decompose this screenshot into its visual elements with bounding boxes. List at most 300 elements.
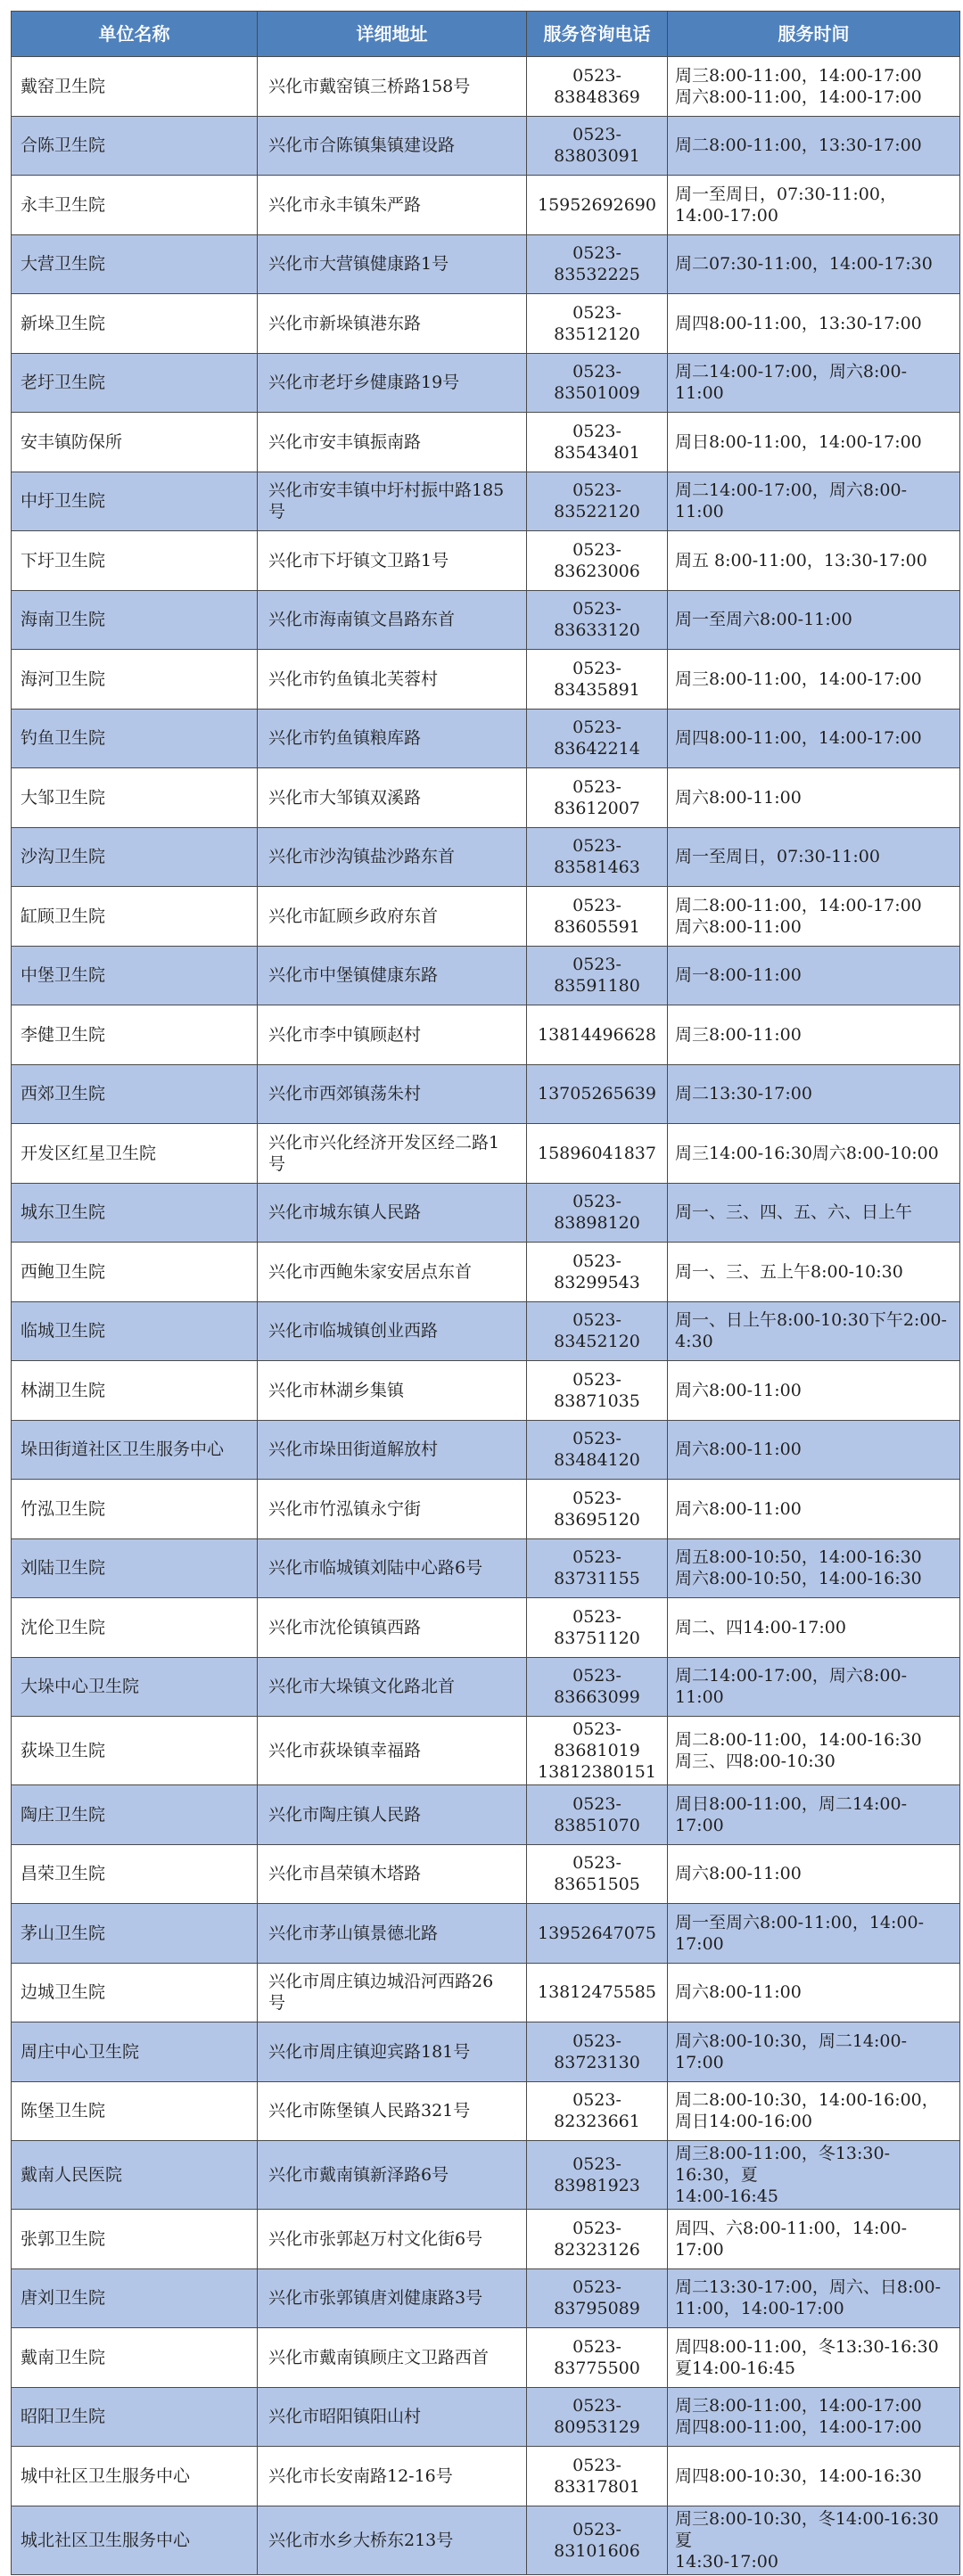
address-cell [258,1785,527,1845]
table-row [12,1904,960,1964]
address-cell [258,2328,527,2388]
address-line: 兴化市城东镇人民路 [268,1202,422,1223]
address-line: 兴化市大营镇健康路1号 [268,254,449,275]
service-time-line: 周二14:00-17:00，周六8:00-11:00 [675,1666,908,1708]
service-time-line: 周一至周日，07:30-11:00 [675,847,880,867]
address-cell [258,234,527,294]
header-address: 详细地址 [258,12,527,57]
address-cell [258,1124,527,1184]
unit-name-cell: 茅山卫生院 [12,1904,258,1964]
address-line: 兴化市昌荣镇木塔路 [268,1864,422,1884]
service-time-cell [668,2328,960,2388]
address-line: 兴化市临城镇刘陆中心路6号 [268,1558,483,1579]
service-time-line: 周六8:00-11:00 [675,916,802,937]
table-row [12,1420,960,1480]
service-time-cell [668,234,960,294]
phone-cell [527,57,668,117]
unit-name-cell: 大营卫生院 [12,234,258,294]
service-time-cell [668,2447,960,2506]
table-row [12,57,960,117]
service-time-cell [668,1243,960,1302]
phone-line: 13812475585 [538,1982,656,2003]
address-line: 兴化市茅山镇景德北路 [268,1923,439,1943]
unit-name-cell: 戴南卫生院 [12,2328,258,2388]
table-row [12,1183,960,1243]
service-time-line: 4:30 [675,1332,713,1352]
phone-line: 0523-83522120 [554,480,640,522]
phone-cell [527,1124,668,1184]
address-line: 兴化市中堡镇健康东路 [268,965,439,986]
address-line: 兴化市安丰镇中圩村振中路185 [268,480,505,501]
phone-line: 0523-83642214 [554,718,640,759]
address-cell [258,2081,527,2141]
table-body [12,57,960,2575]
table-row [12,1301,960,1361]
phone-line: 15896041837 [538,1143,656,1163]
address-line: 兴化市永丰镇朱严路 [268,194,422,215]
service-time-line: 周一、日上午8:00-10:30下午2:00- [675,1310,947,1331]
table-row [12,1538,960,1598]
phone-cell [527,1005,668,1065]
phone-line: 0523-80953129 [554,2396,640,2438]
service-time-line: 周二14:00-17:00，周六8:00-11:00 [675,362,908,404]
address-cell [258,57,527,117]
service-time-line: 周六8:00-11:00 [675,1440,802,1460]
address-line: 兴化市合陈镇集镇建设路 [268,135,456,156]
address-line: 兴化市张郭镇唐刘健康路3号 [268,2288,483,2309]
table-row [12,2141,960,2210]
address-cell [258,946,527,1005]
address-line: 兴化市兴化经济开发区经二路1 [268,1132,500,1153]
phone-line: 13812380151 [538,1762,656,1782]
phone-cell [527,1361,668,1421]
phone-line: 15952692690 [538,194,656,215]
service-time-line: 14:00-16:45 [675,2186,778,2206]
phone-line: 0523-83695120 [554,1488,640,1530]
unit-name-cell: 城东卫生院 [12,1183,258,1243]
address-line: 号 [268,502,286,522]
service-time-line: 周一、三、四、五、六、日上午 [675,1202,913,1223]
address-cell [258,1904,527,1964]
phone-line: 0523-83543401 [554,421,640,463]
address-cell [258,472,527,531]
phone-cell [527,2268,668,2328]
service-time-cell [668,1420,960,1480]
address-cell [258,1420,527,1480]
table-row [12,946,960,1005]
unit-name-cell: 中堡卫生院 [12,946,258,1005]
address-line: 兴化市西郊镇荡朱村 [268,1084,422,1104]
phone-line: 0523-83501009 [554,362,640,404]
phone-cell [527,2081,668,2141]
address-line: 兴化市长安南路12-16号 [268,2465,453,2486]
table-row [12,1717,960,1785]
address-line: 兴化市大垛镇文化路北首 [268,1677,456,1697]
phone-cell [527,2387,668,2447]
address-cell [258,1243,527,1302]
address-cell [258,1301,527,1361]
unit-name-cell: 边城卫生院 [12,1963,258,2022]
phone-cell [527,1785,668,1845]
service-time-line: 周五8:00-10:50，14:00-16:30 [675,1547,922,1568]
service-time-line: 周三8:00-11:00，14:00-17:00 [675,65,922,86]
address-line: 兴化市缸顾乡政府东首 [268,906,439,926]
address-line: 兴化市李中镇顾赵村 [268,1024,422,1045]
address-line: 兴化市林湖乡集镇 [268,1380,405,1400]
table-row [12,2387,960,2447]
service-time-cell [668,413,960,472]
table-row [12,1064,960,1124]
service-time-line: 周三8:00-11:00，14:00-17:00 [675,2396,922,2416]
table-row [12,2268,960,2328]
unit-name-cell: 戴窑卫生院 [12,57,258,117]
service-time-cell [668,1183,960,1243]
phone-cell [527,2506,668,2574]
phone-cell [527,1420,668,1480]
phone-cell [527,768,668,828]
address-line: 兴化市垛田街道解放村 [268,1440,439,1460]
address-cell [258,1963,527,2022]
service-time-cell [668,768,960,828]
phone-line: 13952647075 [538,1923,656,1943]
service-time-cell [668,57,960,117]
service-time-cell [668,590,960,650]
service-time-line: 周四、六8:00-11:00，14:00-17:00 [675,2218,908,2260]
phone-line: 0523-83663099 [554,1666,640,1708]
phone-cell [527,827,668,887]
service-time-cell [668,2210,960,2269]
service-time-line: 周六8:00-11:00 [675,1864,802,1884]
phone-cell [527,413,668,472]
phone-line: 13705265639 [538,1084,656,1104]
phone-cell [527,946,668,1005]
address-line: 兴化市沈伦镇镇西路 [268,1617,422,1637]
table-row [12,2328,960,2388]
table-row [12,1657,960,1717]
service-time-line: 周六8:00-11:00 [675,1982,802,2003]
phone-line: 0523-83851070 [554,1793,640,1835]
table-row [12,1243,960,1302]
service-time-line: 周一至周六8:00-11:00，14:00-17:00 [675,1912,925,1954]
phone-line: 0523-83651505 [554,1853,640,1895]
phone-line: 0523-83605591 [554,895,640,937]
table-row [12,531,960,591]
unit-name-cell: 钓鱼卫生院 [12,709,258,768]
table-row [12,1785,960,1845]
service-time-line: 周二13:30-17:00 [675,1084,812,1104]
address-cell [258,531,527,591]
address-line: 兴化市沙沟镇盐沙路东首 [268,847,456,867]
table-row [12,234,960,294]
phone-line: 0523-83898120 [554,1192,640,1234]
unit-name-cell: 周庄中心卫生院 [12,2022,258,2082]
unit-name-cell: 海河卫生院 [12,650,258,710]
unit-name-cell: 永丰卫生院 [12,176,258,235]
phone-cell [527,234,668,294]
address-line: 兴化市周庄镇迎宾路181号 [268,2041,471,2062]
phone-cell [527,531,668,591]
address-cell [258,1717,527,1785]
service-time-cell [668,1963,960,2022]
clinic-service-table [11,11,960,2575]
phone-cell [527,1717,668,1785]
unit-name-cell: 西鲍卫生院 [12,1243,258,1302]
phone-cell [527,709,668,768]
address-cell [258,709,527,768]
service-time-cell [668,353,960,413]
service-time-line: 周日14:00-16:00 [675,2112,812,2132]
table-row [12,472,960,531]
phone-cell [527,472,668,531]
address-line: 兴化市竹泓镇永宁街 [268,1498,422,1519]
address-cell [258,116,527,176]
service-time-line: 周三14:00-16:30周六8:00-10:00 [675,1143,939,1163]
address-cell [258,827,527,887]
phone-cell [527,1064,668,1124]
service-time-cell [668,2506,960,2574]
service-time-cell [668,1361,960,1421]
service-time-line: 周一至周六8:00-11:00 [675,610,852,630]
unit-name-cell: 昌荣卫生院 [12,1844,258,1904]
service-time-line: 周二8:00-11:00，14:00-17:00 [675,895,922,915]
service-time-line: 周四8:00-10:30，14:00-16:30 [675,2465,922,2486]
service-time-cell [668,1785,960,1845]
unit-name-cell: 沈伦卫生院 [12,1598,258,1658]
service-time-line: 周三8:00-11:00 [675,1024,802,1045]
phone-cell [527,2141,668,2210]
unit-name-cell: 合陈卫生院 [12,116,258,176]
service-time-line: 周六8:00-11:00 [675,787,802,808]
phone-line: 13814496628 [538,1024,656,1045]
service-time-cell [668,531,960,591]
phone-line: 0523-83317801 [554,2455,640,2497]
unit-name-cell: 大邹卫生院 [12,768,258,828]
address-line: 兴化市西鲍朱家安居点东首 [268,1261,473,1282]
address-line: 号 [268,1993,286,2014]
service-time-line: 周四8:00-11:00，14:00-17:00 [675,2417,922,2438]
service-time-line: 周一、三、五上午8:00-10:30 [675,1261,903,1282]
service-time-cell [668,1717,960,1785]
service-time-line: 周六8:00-10:30，周二14:00-17:00 [675,2030,908,2072]
unit-name-cell: 陈堡卫生院 [12,2081,258,2141]
unit-name-cell: 中圩卫生院 [12,472,258,531]
table-header-row [12,12,960,57]
phone-line: 0523-83871035 [554,1369,640,1411]
service-time-cell [668,946,960,1005]
table-row [12,768,960,828]
service-time-cell [668,2141,960,2210]
table-row [12,116,960,176]
address-cell [258,2141,527,2210]
address-cell [258,1598,527,1658]
service-time-line: 周日8:00-11:00，周二14:00-17:00 [675,1793,908,1835]
table-row [12,413,960,472]
table-row [12,1963,960,2022]
phone-cell [527,1243,668,1302]
address-line: 兴化市戴南镇新泽路6号 [268,2165,449,2185]
table-row [12,1361,960,1421]
address-cell [258,1361,527,1421]
table-row [12,1844,960,1904]
table-row [12,294,960,354]
phone-cell [527,294,668,354]
service-time-cell [668,1844,960,1904]
phone-line: 0523-83484120 [554,1429,640,1471]
service-time-cell [668,1064,960,1124]
address-line: 兴化市周庄镇边城沿河西路26 [268,1972,494,1992]
address-cell [258,353,527,413]
address-line: 兴化市张郭赵万村文化街6号 [268,2228,483,2249]
unit-name-cell: 张郭卫生院 [12,2210,258,2269]
service-time-cell [668,650,960,710]
unit-name-cell: 沙沟卫生院 [12,827,258,887]
address-cell [258,1538,527,1598]
phone-cell [527,1963,668,2022]
service-time-cell [668,116,960,176]
address-line: 兴化市临城镇创业西路 [268,1321,439,1341]
service-time-line: 14:00-17:00 [675,205,778,226]
service-time-cell [668,472,960,531]
table-row [12,827,960,887]
service-time-line: 周二8:00-11:00，14:00-16:30 [675,1730,922,1750]
address-cell [258,1005,527,1065]
phone-line: 0523-83612007 [554,776,640,818]
address-line: 兴化市钓鱼镇粮库路 [268,728,422,749]
address-cell [258,2268,527,2328]
service-time-line: 周二13:30-17:00，周六、日8:00- [675,2277,942,2298]
address-cell [258,1064,527,1124]
unit-name-cell: 荻垛卫生院 [12,1717,258,1785]
service-time-cell [668,2081,960,2141]
phone-line: 0523-83299543 [554,1251,640,1292]
table-row [12,1005,960,1065]
table-row [12,2210,960,2269]
unit-name-cell: 新垛卫生院 [12,294,258,354]
phone-line: 0523-83723130 [554,2030,640,2072]
service-time-line: 周五 8:00-11:00，13:30-17:00 [675,550,927,570]
unit-name-cell: 西郊卫生院 [12,1064,258,1124]
address-line: 兴化市钓鱼镇北芙蓉村 [268,669,439,689]
address-line: 兴化市陶庄镇人民路 [268,1804,422,1825]
phone-line: 0523-83803091 [554,125,640,167]
phone-cell [527,1538,668,1598]
address-cell [258,768,527,828]
phone-line: 0523-83101606 [554,2519,640,2561]
phone-cell [527,1301,668,1361]
table-row [12,887,960,947]
table-row [12,1124,960,1184]
service-time-cell [668,176,960,235]
unit-name-cell: 林湖卫生院 [12,1361,258,1421]
unit-name-cell: 老圩卫生院 [12,353,258,413]
service-time-cell [668,1301,960,1361]
address-cell [258,176,527,235]
phone-line: 0523-83795089 [554,2277,640,2319]
unit-name-cell: 下圩卫生院 [12,531,258,591]
phone-line: 0523-83435891 [554,658,640,700]
phone-line: 0523-82323661 [554,2090,640,2132]
service-time-line: 周三8:00-10:30，冬14:00-16:30 夏 [675,2508,939,2550]
table-row [12,590,960,650]
unit-name-cell: 城中社区卫生服务中心 [12,2447,258,2506]
service-time-line: 周四8:00-11:00，13:30-17:00 [675,313,922,333]
address-cell [258,2387,527,2447]
phone-cell [527,176,668,235]
service-time-cell [668,1480,960,1539]
phone-cell [527,1657,668,1717]
header-service-time: 服务时间 [668,12,960,57]
address-line: 兴化市陈堡镇人民路321号 [268,2101,471,2121]
unit-name-cell: 刘陆卫生院 [12,1538,258,1598]
table-row [12,353,960,413]
unit-name-cell: 临城卫生院 [12,1301,258,1361]
service-time-line: 周六8:00-11:00，14:00-17:00 [675,86,922,107]
phone-cell [527,650,668,710]
phone-line: 0523-83581463 [554,836,640,878]
service-time-line: 周二8:00-11:00，13:30-17:00 [675,135,922,156]
address-cell [258,1183,527,1243]
phone-cell [527,116,668,176]
address-line: 兴化市大邹镇双溪路 [268,787,422,808]
table-row [12,2022,960,2082]
service-time-cell [668,887,960,947]
address-cell [258,2506,527,2574]
table-row [12,650,960,710]
phone-line: 0523-82323126 [554,2218,640,2260]
address-line: 兴化市昭阳镇阳山村 [268,2407,422,2427]
address-cell [258,2447,527,2506]
table-row [12,2506,960,2574]
phone-cell [527,1598,668,1658]
service-time-line: 周四8:00-11:00，14:00-17:00 [675,728,922,749]
service-time-line: 周三8:00-11:00，冬13:30-16:30，夏 [675,2144,891,2185]
phone-cell [527,887,668,947]
table-row [12,2447,960,2506]
service-time-line: 11:00，14:00-17:00 [675,2299,844,2319]
address-line: 兴化市新垛镇港东路 [268,313,422,333]
address-line: 兴化市戴南镇顾庄文卫路西首 [268,2347,490,2367]
unit-name-cell: 海南卫生院 [12,590,258,650]
service-time-cell [668,1538,960,1598]
service-time-cell [668,294,960,354]
service-time-cell [668,827,960,887]
phone-line: 0523-83623006 [554,539,640,581]
unit-name-cell: 开发区红星卫生院 [12,1124,258,1184]
phone-line: 0523-83751120 [554,1606,640,1648]
table-row [12,176,960,235]
unit-name-cell: 唐刘卫生院 [12,2268,258,2328]
phone-cell [527,353,668,413]
address-cell [258,590,527,650]
table-row [12,1598,960,1658]
service-time-line: 夏14:00-16:45 [675,2358,795,2378]
service-time-line: 周二14:00-17:00，周六8:00-11:00 [675,480,908,522]
service-time-line: 周二07:30-11:00，14:00-17:30 [675,254,933,275]
unit-name-cell: 昭阳卫生院 [12,2387,258,2447]
phone-line: 0523-83848369 [554,65,640,107]
address-line: 兴化市戴窑镇三桥路158号 [268,76,471,96]
unit-name-cell: 垛田街道社区卫生服务中心 [12,1420,258,1480]
phone-cell [527,1844,668,1904]
address-cell [258,650,527,710]
phone-line: 0523-83512120 [554,302,640,344]
phone-cell [527,2447,668,2506]
service-time-line: 周六8:00-10:50，14:00-16:30 [675,1569,922,1589]
service-time-line: 周一8:00-11:00 [675,965,802,986]
service-schedule-sheet [11,11,959,2575]
unit-name-cell: 安丰镇防保所 [12,413,258,472]
service-time-line: 周六8:00-11:00 [675,1498,802,1519]
